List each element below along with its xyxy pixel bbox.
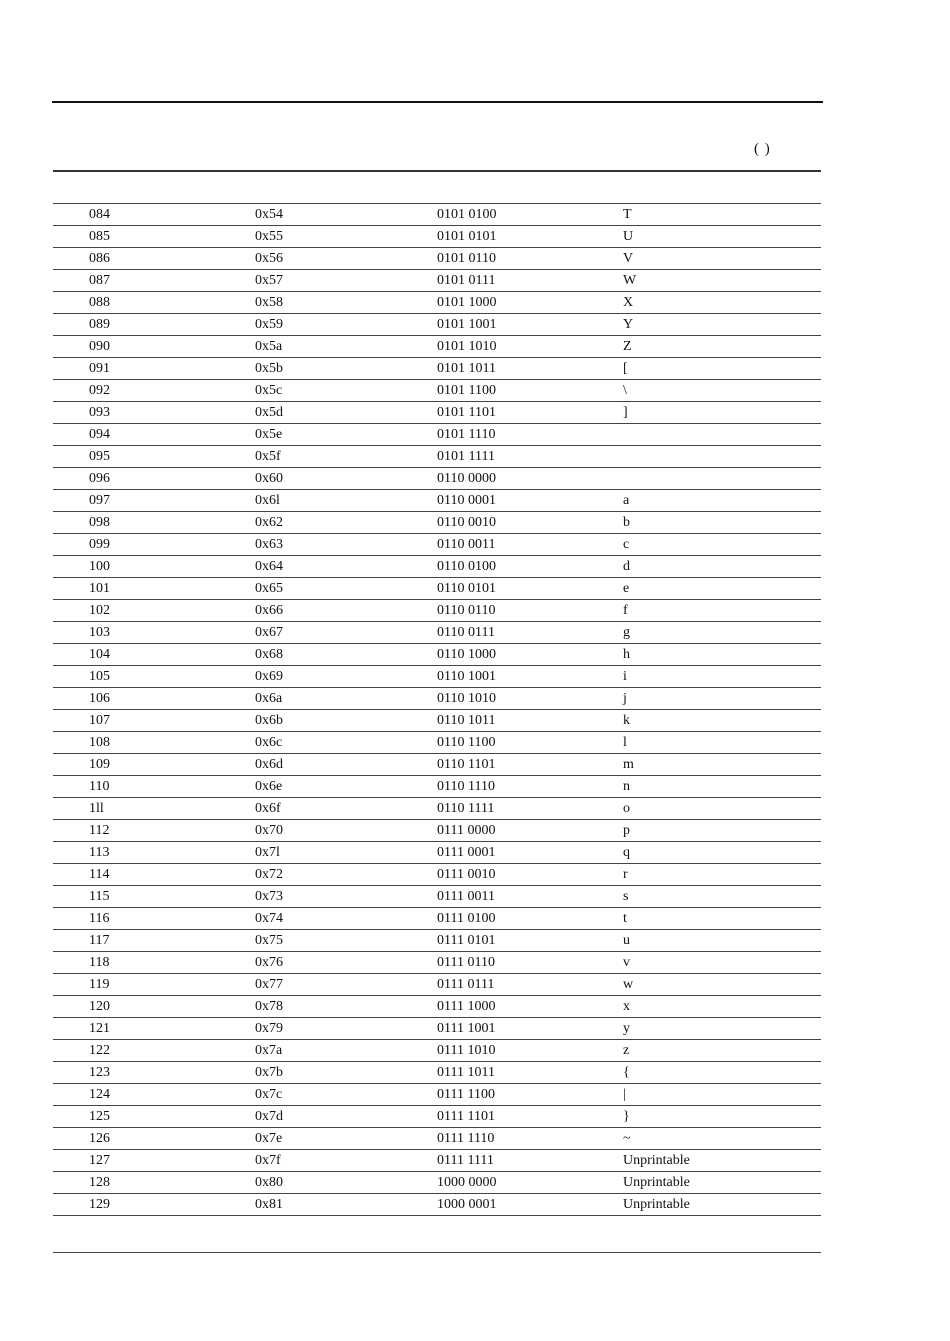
binary-cell: 0110 0010 [437, 512, 623, 534]
decimal-cell: 124 [53, 1084, 255, 1106]
hex-cell: 0x81 [255, 1194, 437, 1216]
char-cell: [ [623, 358, 821, 380]
hex-cell: 0x6a [255, 688, 437, 710]
table-row [53, 622, 821, 644]
binary-cell: 0101 0111 [437, 270, 623, 292]
decimal-cell: 094 [53, 424, 255, 446]
table-row [53, 270, 821, 292]
hex-cell: 0x68 [255, 644, 437, 666]
char-cell: l [623, 732, 821, 754]
decimal-cell: 091 [53, 358, 255, 380]
decimal-cell: 122 [53, 1040, 255, 1062]
table-row [53, 292, 821, 314]
hex-cell: 0x56 [255, 248, 437, 270]
binary-cell: 0111 0110 [437, 952, 623, 974]
binary-cell: 0110 1110 [437, 776, 623, 798]
hex-cell: 0x67 [255, 622, 437, 644]
decimal-cell: 095 [53, 446, 255, 468]
decimal-cell: 103 [53, 622, 255, 644]
binary-cell: 0110 0000 [437, 468, 623, 490]
char-cell: z [623, 1040, 821, 1062]
hex-cell: 0x59 [255, 314, 437, 336]
binary-cell: 0111 1101 [437, 1106, 623, 1128]
table-row [53, 1150, 821, 1172]
char-cell: e [623, 578, 821, 600]
hex-cell: 0x64 [255, 556, 437, 578]
ascii-table [53, 204, 821, 1216]
binary-cell: 0101 1110 [437, 424, 623, 446]
binary-cell: 0111 1110 [437, 1128, 623, 1150]
char-cell: ~ [623, 1128, 821, 1150]
decimal-cell: 128 [53, 1172, 255, 1194]
table-row [53, 1106, 821, 1128]
hex-cell: 0x63 [255, 534, 437, 556]
hex-cell: 0x70 [255, 820, 437, 842]
header-rule [53, 170, 821, 172]
char-cell: Y [623, 314, 821, 336]
table-row [53, 534, 821, 556]
hex-cell: 0x6b [255, 710, 437, 732]
binary-cell: 0101 1010 [437, 336, 623, 358]
char-cell: h [623, 644, 821, 666]
binary-cell: 0111 1010 [437, 1040, 623, 1062]
decimal-cell: 127 [53, 1150, 255, 1172]
binary-cell: 0111 0010 [437, 864, 623, 886]
hex-cell: 0x79 [255, 1018, 437, 1040]
decimal-cell: 092 [53, 380, 255, 402]
decimal-cell: 116 [53, 908, 255, 930]
decimal-cell: 117 [53, 930, 255, 952]
binary-cell: 0111 0111 [437, 974, 623, 996]
table-row [53, 336, 821, 358]
binary-cell: 0110 0011 [437, 534, 623, 556]
char-cell: Unprintable [623, 1150, 821, 1172]
table-row [53, 864, 821, 886]
table-row [53, 710, 821, 732]
char-cell: j [623, 688, 821, 710]
char-cell: U [623, 226, 821, 248]
char-cell: g [623, 622, 821, 644]
binary-cell: 0111 1111 [437, 1150, 623, 1172]
decimal-cell: 106 [53, 688, 255, 710]
table-row [53, 820, 821, 842]
table-row [53, 1040, 821, 1062]
binary-cell: 0110 1010 [437, 688, 623, 710]
table-row [53, 556, 821, 578]
table-row [53, 1062, 821, 1084]
hex-cell: 0x7e [255, 1128, 437, 1150]
hex-cell: 0x5c [255, 380, 437, 402]
top-rule [52, 101, 823, 103]
char-cell: W [623, 270, 821, 292]
decimal-cell: 123 [53, 1062, 255, 1084]
hex-cell: 0x7l [255, 842, 437, 864]
bottom-rule [53, 1252, 821, 1253]
ascii-table-body [53, 204, 821, 1216]
hex-cell: 0x57 [255, 270, 437, 292]
decimal-cell: 118 [53, 952, 255, 974]
table-row [53, 644, 821, 666]
decimal-cell: 105 [53, 666, 255, 688]
table-row [53, 798, 821, 820]
decimal-cell: 113 [53, 842, 255, 864]
table-row [53, 1018, 821, 1040]
table-row [53, 1128, 821, 1150]
decimal-cell: 090 [53, 336, 255, 358]
decimal-cell: 119 [53, 974, 255, 996]
hex-cell: 0x72 [255, 864, 437, 886]
binary-cell: 0111 1011 [437, 1062, 623, 1084]
char-cell: } [623, 1106, 821, 1128]
char-cell: y [623, 1018, 821, 1040]
hex-cell: 0x6l [255, 490, 437, 512]
binary-cell: 0101 1001 [437, 314, 623, 336]
header-marker: ( ) [754, 141, 771, 157]
hex-cell: 0x5b [255, 358, 437, 380]
hex-cell: 0x7b [255, 1062, 437, 1084]
char-cell: v [623, 952, 821, 974]
char-cell: s [623, 886, 821, 908]
binary-cell: 0101 1011 [437, 358, 623, 380]
table-row [53, 490, 821, 512]
table-row [53, 314, 821, 336]
table-row [53, 204, 821, 226]
binary-cell: 0101 1111 [437, 446, 623, 468]
char-cell: w [623, 974, 821, 996]
char-cell: X [623, 292, 821, 314]
hex-cell: 0x7c [255, 1084, 437, 1106]
ascii-table-container [53, 203, 821, 1216]
binary-cell: 0101 0110 [437, 248, 623, 270]
decimal-cell: 086 [53, 248, 255, 270]
binary-cell: 0111 1000 [437, 996, 623, 1018]
decimal-cell: 108 [53, 732, 255, 754]
table-row [53, 1194, 821, 1216]
decimal-cell: 114 [53, 864, 255, 886]
decimal-cell: 088 [53, 292, 255, 314]
char-cell: { [623, 1062, 821, 1084]
table-row [53, 996, 821, 1018]
hex-cell: 0x6e [255, 776, 437, 798]
decimal-cell: 125 [53, 1106, 255, 1128]
hex-cell: 0x66 [255, 600, 437, 622]
binary-cell: 0110 1100 [437, 732, 623, 754]
table-row [53, 886, 821, 908]
hex-cell: 0x69 [255, 666, 437, 688]
hex-cell: 0x54 [255, 204, 437, 226]
binary-cell: 0110 1101 [437, 754, 623, 776]
hex-cell: 0x5f [255, 446, 437, 468]
binary-cell: 0110 0111 [437, 622, 623, 644]
binary-cell: 0110 0101 [437, 578, 623, 600]
hex-cell: 0x5e [255, 424, 437, 446]
char-cell: c [623, 534, 821, 556]
binary-cell: 0111 0000 [437, 820, 623, 842]
table-row [53, 578, 821, 600]
decimal-cell: 107 [53, 710, 255, 732]
decimal-cell: 115 [53, 886, 255, 908]
decimal-cell: 120 [53, 996, 255, 1018]
table-row [53, 732, 821, 754]
hex-cell: 0x73 [255, 886, 437, 908]
hex-cell: 0x62 [255, 512, 437, 534]
hex-cell: 0x5a [255, 336, 437, 358]
binary-cell: 0110 1011 [437, 710, 623, 732]
table-row [53, 842, 821, 864]
binary-cell: 0101 1000 [437, 292, 623, 314]
decimal-cell: 096 [53, 468, 255, 490]
table-row [53, 776, 821, 798]
hex-cell: 0x6c [255, 732, 437, 754]
decimal-cell: 100 [53, 556, 255, 578]
decimal-cell: 102 [53, 600, 255, 622]
char-cell: Unprintable [623, 1172, 821, 1194]
table-row [53, 952, 821, 974]
hex-cell: 0x60 [255, 468, 437, 490]
decimal-cell: 129 [53, 1194, 255, 1216]
char-cell: r [623, 864, 821, 886]
hex-cell: 0x55 [255, 226, 437, 248]
hex-cell: 0x78 [255, 996, 437, 1018]
char-cell: o [623, 798, 821, 820]
char-cell: ] [623, 402, 821, 424]
decimal-cell: 1ll [53, 798, 255, 820]
table-row [53, 1084, 821, 1106]
decimal-cell: 104 [53, 644, 255, 666]
table-row [53, 666, 821, 688]
decimal-cell: 109 [53, 754, 255, 776]
decimal-cell: 101 [53, 578, 255, 600]
decimal-cell: 093 [53, 402, 255, 424]
decimal-cell: 089 [53, 314, 255, 336]
decimal-cell: 098 [53, 512, 255, 534]
binary-cell: 0110 0001 [437, 490, 623, 512]
char-cell: p [623, 820, 821, 842]
table-row [53, 402, 821, 424]
table-row [53, 226, 821, 248]
decimal-cell: 110 [53, 776, 255, 798]
table-row [53, 468, 821, 490]
binary-cell: 0101 0100 [437, 204, 623, 226]
binary-cell: 0110 1000 [437, 644, 623, 666]
binary-cell: 0110 1001 [437, 666, 623, 688]
binary-cell: 0110 1111 [437, 798, 623, 820]
hex-cell: 0x65 [255, 578, 437, 600]
table-row [53, 380, 821, 402]
binary-cell: 1000 0001 [437, 1194, 623, 1216]
decimal-cell: 085 [53, 226, 255, 248]
binary-cell: 0101 1101 [437, 402, 623, 424]
table-row [53, 248, 821, 270]
table-row [53, 424, 821, 446]
table-row [53, 600, 821, 622]
table-row [53, 688, 821, 710]
hex-cell: 0x6f [255, 798, 437, 820]
table-row [53, 512, 821, 534]
char-cell: b [623, 512, 821, 534]
binary-cell: 0111 0001 [437, 842, 623, 864]
binary-cell: 0101 1100 [437, 380, 623, 402]
decimal-cell: 097 [53, 490, 255, 512]
char-cell: n [623, 776, 821, 798]
table-row [53, 358, 821, 380]
hex-cell: 0x5d [255, 402, 437, 424]
hex-cell: 0x74 [255, 908, 437, 930]
char-cell: x [623, 996, 821, 1018]
char-cell [623, 468, 821, 490]
char-cell: a [623, 490, 821, 512]
binary-cell: 0111 0100 [437, 908, 623, 930]
hex-cell: 0x7f [255, 1150, 437, 1172]
decimal-cell: 084 [53, 204, 255, 226]
table-row [53, 754, 821, 776]
char-cell: i [623, 666, 821, 688]
char-cell: V [623, 248, 821, 270]
binary-cell: 0111 1001 [437, 1018, 623, 1040]
binary-cell: 0110 0100 [437, 556, 623, 578]
hex-cell: 0x80 [255, 1172, 437, 1194]
char-cell: k [623, 710, 821, 732]
decimal-cell: 121 [53, 1018, 255, 1040]
char-cell: Z [623, 336, 821, 358]
binary-cell: 0111 1100 [437, 1084, 623, 1106]
binary-cell: 1000 0000 [437, 1172, 623, 1194]
hex-cell: 0x7a [255, 1040, 437, 1062]
decimal-cell: 099 [53, 534, 255, 556]
binary-cell: 0110 0110 [437, 600, 623, 622]
hex-cell: 0x77 [255, 974, 437, 996]
char-cell [623, 446, 821, 468]
table-row [53, 908, 821, 930]
binary-cell: 0101 0101 [437, 226, 623, 248]
decimal-cell: 126 [53, 1128, 255, 1150]
hex-cell: 0x7d [255, 1106, 437, 1128]
char-cell: f [623, 600, 821, 622]
table-row [53, 446, 821, 468]
char-cell: d [623, 556, 821, 578]
table-row [53, 1172, 821, 1194]
table-row [53, 974, 821, 996]
char-cell: Unprintable [623, 1194, 821, 1216]
binary-cell: 0111 0101 [437, 930, 623, 952]
char-cell [623, 424, 821, 446]
decimal-cell: 087 [53, 270, 255, 292]
char-cell: | [623, 1084, 821, 1106]
char-cell: q [623, 842, 821, 864]
table-row [53, 930, 821, 952]
hex-cell: 0x58 [255, 292, 437, 314]
char-cell: u [623, 930, 821, 952]
char-cell: T [623, 204, 821, 226]
decimal-cell: 112 [53, 820, 255, 842]
char-cell: t [623, 908, 821, 930]
char-cell: m [623, 754, 821, 776]
hex-cell: 0x6d [255, 754, 437, 776]
hex-cell: 0x75 [255, 930, 437, 952]
hex-cell: 0x76 [255, 952, 437, 974]
char-cell: \ [623, 380, 821, 402]
binary-cell: 0111 0011 [437, 886, 623, 908]
